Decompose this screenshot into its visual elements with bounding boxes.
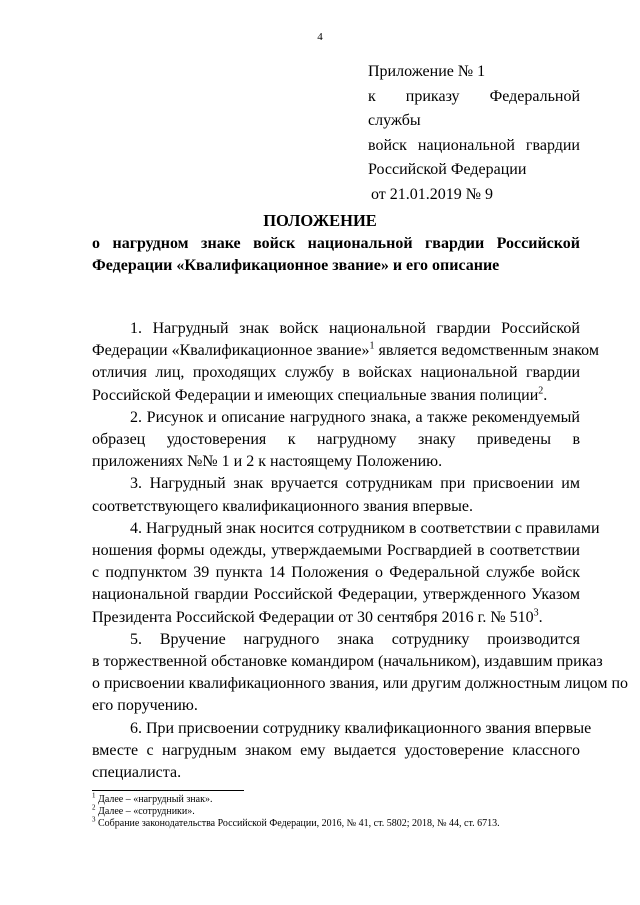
paragraph-2-line: образец удостоверения к нагрудному знаку приведены в: [92, 431, 580, 449]
footnote: [92, 791, 580, 806]
footnote-text: Далее – «нагрудный знак».: [95, 794, 213, 805]
footnote-text: Далее – «сотрудники».: [95, 806, 195, 818]
paragraph-5-line: о присвоении квалификационного звания, или другим должностным лицом по: [92, 675, 629, 693]
subtitle-line: о нагрудном знаке войск национальной гвардии Российской: [92, 235, 580, 252]
subtitle-line: Федерации «Квалификационное звание» и его описание: [92, 257, 500, 274]
footnote-mark: 1: [92, 791, 96, 800]
text-fragment: Российской Федерации и имеющих специальные звания полиции: [92, 386, 539, 404]
footnote-ref: 1: [369, 340, 375, 352]
appendix-header: [368, 60, 580, 207]
document-subtitle: [92, 233, 580, 277]
appendix-date-line: от 21.01.2019 № 9: [371, 185, 494, 203]
footnote-separator: [92, 790, 244, 791]
paragraph-3-line: 3. Нагрудный знак вручается сотрудникам при присвоении им: [130, 475, 580, 493]
footnote-text: Собрание законодательства Российской Федерации, 2016, № 41, ст. 5802; 2018, № 44, ст. 6713.: [95, 818, 500, 830]
appendix-number: Приложение № 1: [368, 63, 486, 80]
paragraph-6-line: специалиста.: [92, 764, 182, 782]
text-fragment: .: [543, 386, 548, 404]
paragraph-1-line: отличия лиц, проходящих службу в войсках национальной гвардии: [92, 364, 580, 382]
paragraph-4-line: ношения формы одежды, утверждаемыми Росгвардией в соответствии: [92, 542, 580, 560]
text-fragment: Федерации «Квалификационное звание»: [92, 342, 370, 360]
footnotes: [92, 791, 580, 831]
paragraph-6-line: вместе с нагрудным знаком ему выдается удостоверение классного: [92, 741, 580, 759]
paragraph-6-line: 6. При присвоении сотруднику квалификационного звания впервые: [130, 719, 592, 737]
paragraph-5-line: 5. Вручение нагрудного знака сотруднику производится: [130, 630, 580, 648]
paragraph-4-line: с подпунктом 39 пункта 14 Положения о Федеральной службе войск: [92, 564, 580, 582]
appendix-country-line: Российской Федерации: [368, 161, 527, 178]
paragraph-2-line: 2. Рисунок и описание нагрудного знака, а также рекомендуемый: [130, 408, 580, 426]
paragraph-1-line: 1. Нагрудный знак войск национальной гвардии Российской: [130, 320, 580, 337]
footnote-mark: 2: [92, 803, 96, 812]
footnote-mark: 3: [92, 816, 96, 825]
paragraph-2-line: приложениях №№ 1 и 2 к настоящему Положению.: [92, 453, 443, 471]
footnote-ref: 2: [538, 385, 544, 397]
paragraph-4-line: 4. Нагрудный знак носится сотрудником в соответствии с правилами: [130, 519, 600, 537]
footnote: [92, 803, 580, 818]
appendix-service-line: войск национальной гвардии: [368, 136, 580, 154]
paragraph-1-line: [92, 340, 599, 362]
paragraph-3-line: соответствующего квалификационного звания впервые.: [92, 497, 474, 515]
text-fragment: Президента Российской Федерации от 30 сентября 2016 г. № 510: [92, 608, 534, 626]
footnote: [92, 818, 580, 830]
footnote-ref: 3: [533, 607, 539, 619]
paragraph-5-line: в торжественной обстановке командиром (начальником), издавшим приказ: [92, 653, 603, 671]
paragraph-4-line: национальной гвардии Российской Федерации, утвержденного Указом: [92, 586, 580, 604]
page-number: 4: [317, 31, 323, 43]
document-body: [92, 318, 629, 784]
appendix-order-line: к приказу Федеральной службы: [368, 87, 580, 129]
text-fragment: .: [538, 608, 543, 626]
text-fragment: является ведомственным знаком: [374, 342, 599, 360]
paragraph-5-line: его поручению.: [92, 697, 198, 715]
paragraph-4-line: [92, 607, 580, 629]
document-title: ПОЛОЖЕНИЕ: [263, 211, 377, 230]
paragraph-1-line: [92, 385, 580, 407]
